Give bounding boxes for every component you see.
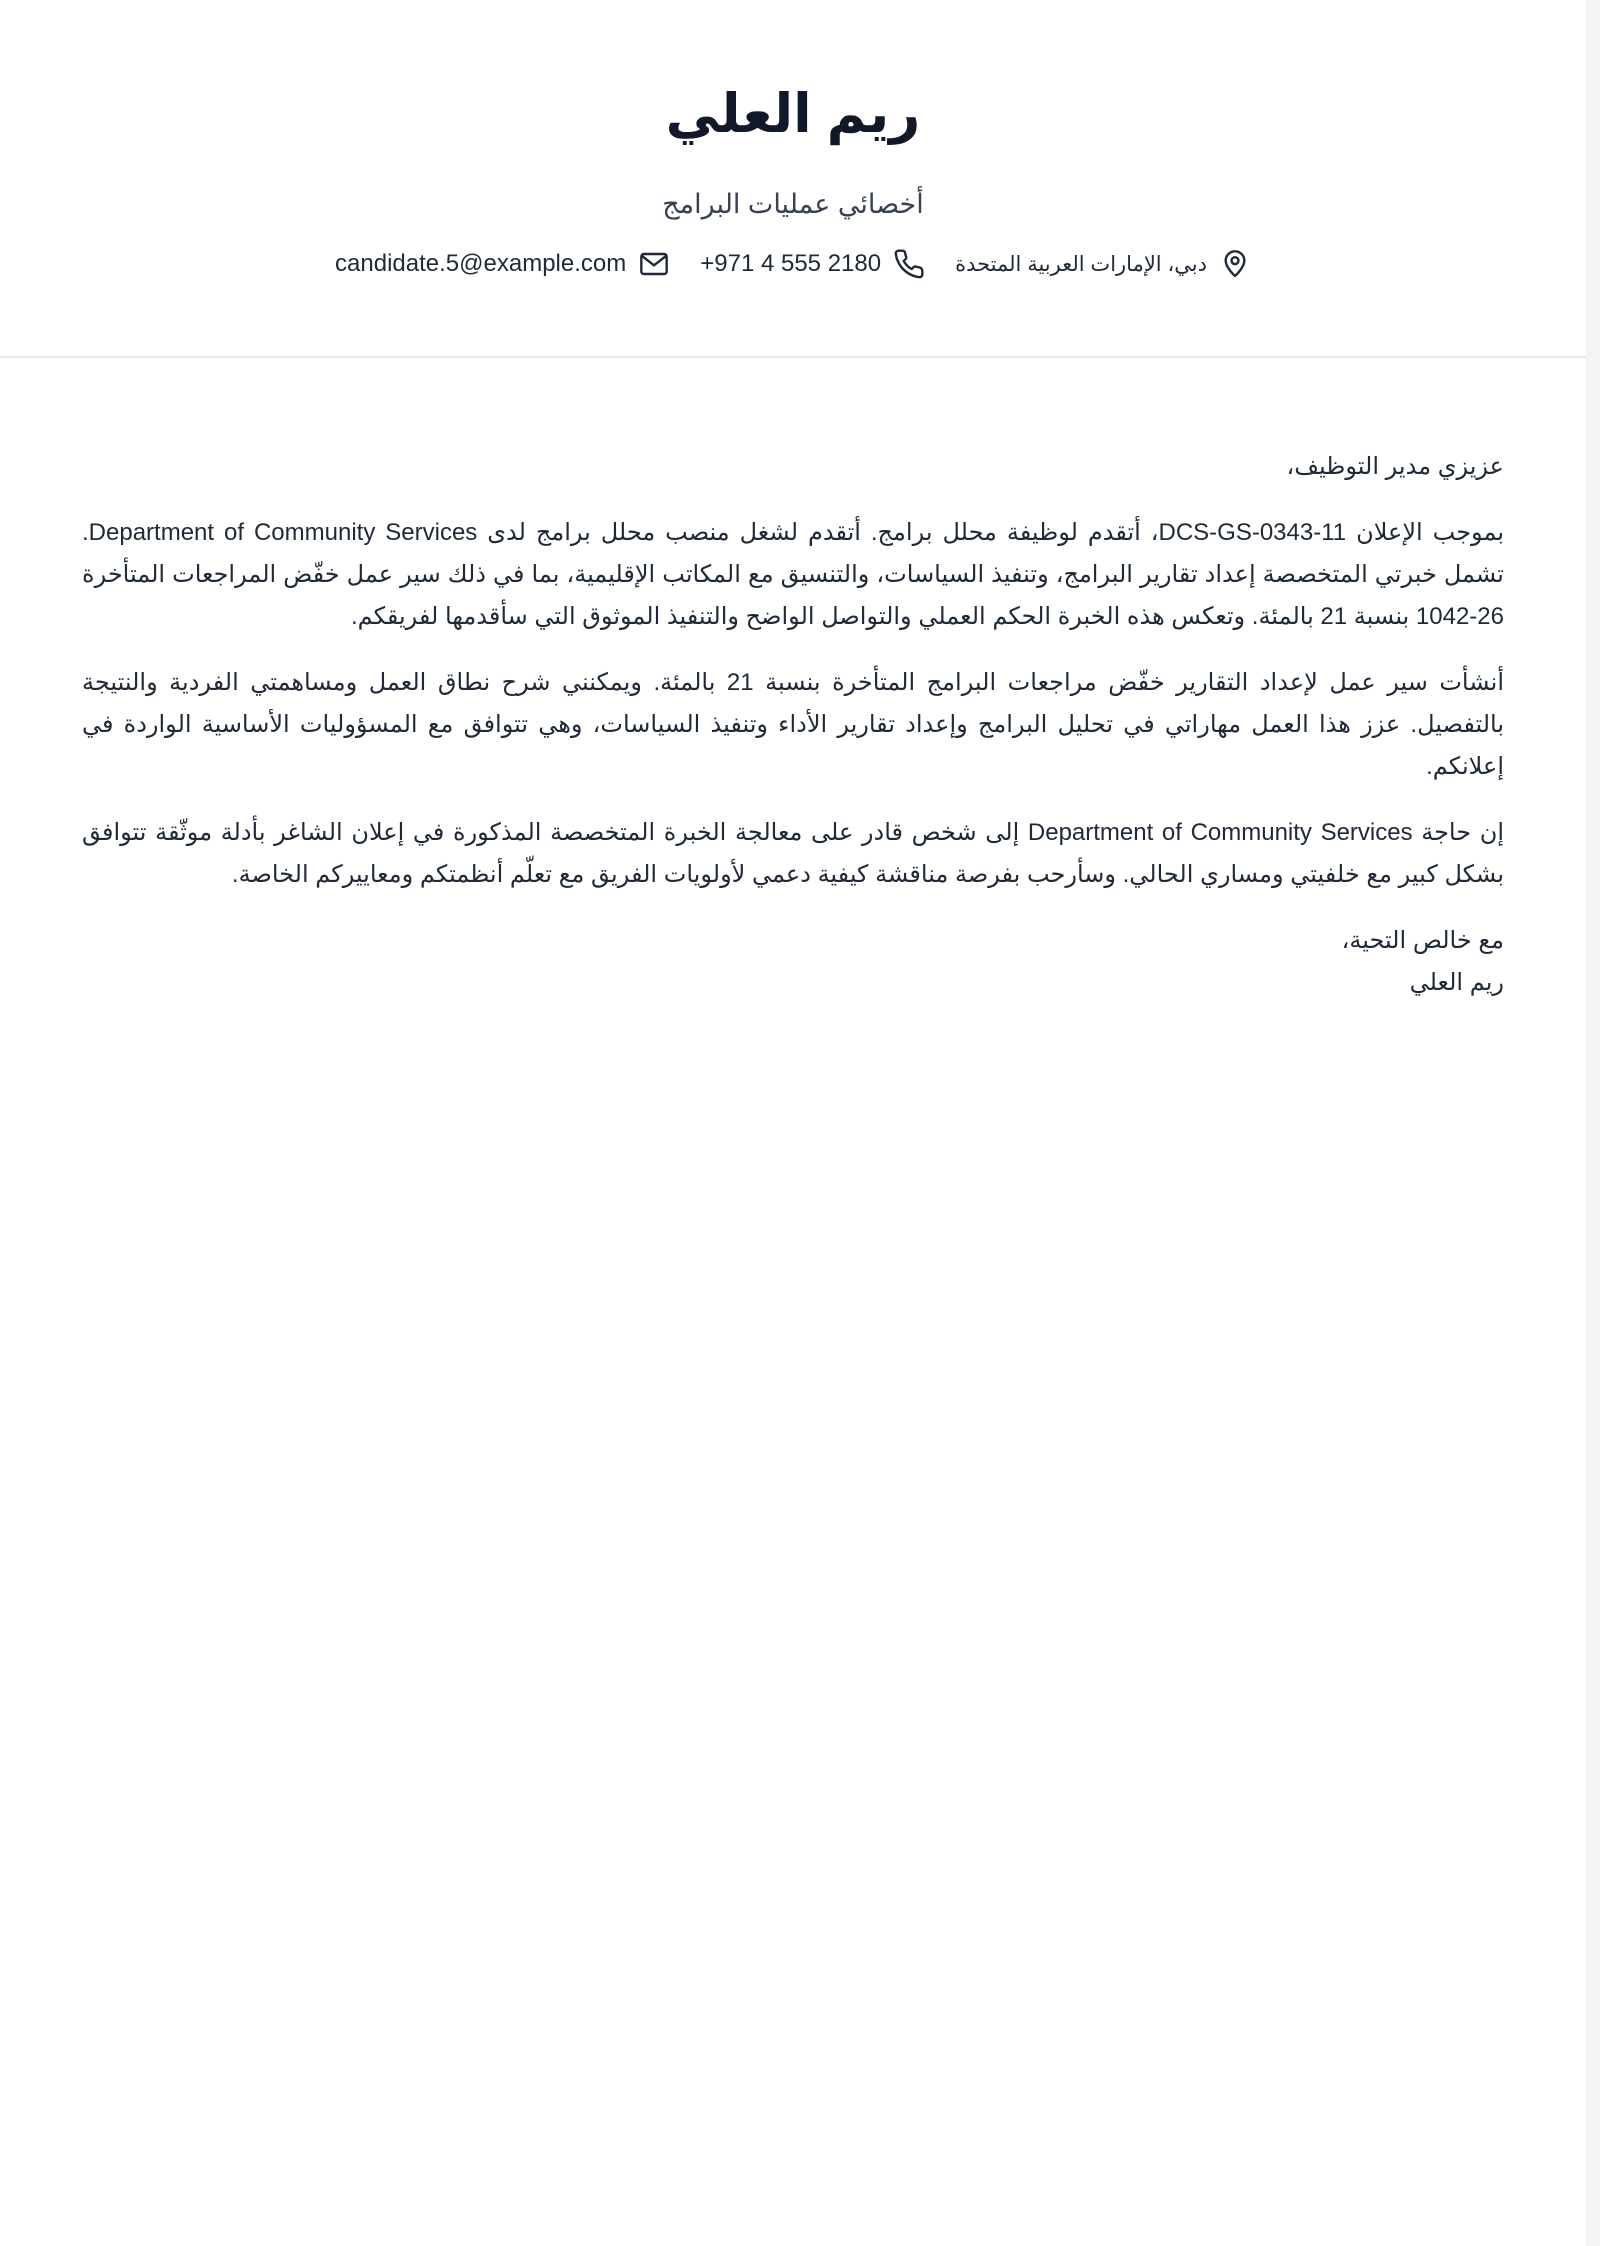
- closing: مع خالص التحية،: [1341, 927, 1504, 954]
- paragraph-1: بموجب الإعلان DCS-GS-0343-11، أتقدم لوظيفة محلل برامج. أتقدم لشغل منصب محلل برامج لدى Department of Community Services. تشمل خبرتي المتخصصة إعداد تقارير البرامج، وتنفيذ السياسات، والتنسيق مع المكاتب الإقليمية، بما في ذلك سير عمل خفّض المراجعات المتأخرة 26-1042 بنسبة 21 بالمئة. وتعكس هذه الخبرة الحكم العملي والتواصل الواضح والتنفيذ الموثوق التي سأقدمها لفريقكم.: [82, 519, 1505, 630]
- contact-row: [0, 244, 1586, 284]
- phone-text: +971 4 555 2180: [700, 250, 882, 277]
- contact-location: [955, 248, 1251, 280]
- location-text: دبي، الإمارات العربية المتحدة: [955, 252, 1207, 276]
- candidate-name: ريم العلي: [665, 84, 921, 144]
- candidate-title: أخصائي عمليات البرامج: [662, 189, 924, 219]
- greeting: عزيزي مدير التوظيف،: [1286, 453, 1504, 480]
- paragraph-2: أنشأت سير عمل لإعداد التقارير خفّض مراجعات البرامج المتأخرة بنسبة 21 بالمئة. ويمكنني شرح نطاق العمل ومساهمتي الفردية والنتيجة بالتفصيل. عزز هذا العمل مهاراتي في تحليل البرامج وإعداد تقارير الأداء وتنفيذ السياسات، وهي تتوافق مع المسؤوليات الأساسية الواردة في إعلانكم.: [82, 669, 1505, 780]
- phone-icon: [893, 248, 925, 280]
- mail-icon: [638, 248, 670, 280]
- paragraph-3: إن حاجة Department of Community Services إلى شخص قادر على معالجة الخبرة المتخصصة المذكورة في إعلان الشاغر بأدلة موثّقة تتوافق بشكل كبير مع خلفيتي ومساري الحالي. وسأرحب بفرصة مناقشة كيفية دعمي لأولويات الفريق مع تعلّم أنظمتكم ومعاييركم الخاصة.: [82, 819, 1505, 888]
- page-edge: [1586, 0, 1600, 2246]
- email-text: candidate.5@example.com: [335, 250, 627, 277]
- map-pin-icon: [1219, 248, 1251, 280]
- letter-header: [0, 0, 1586, 358]
- contact-phone: [700, 248, 925, 280]
- contact-email: [335, 248, 670, 280]
- signature: ريم العلي: [1409, 969, 1504, 996]
- letter-body: [0, 358, 1586, 1004]
